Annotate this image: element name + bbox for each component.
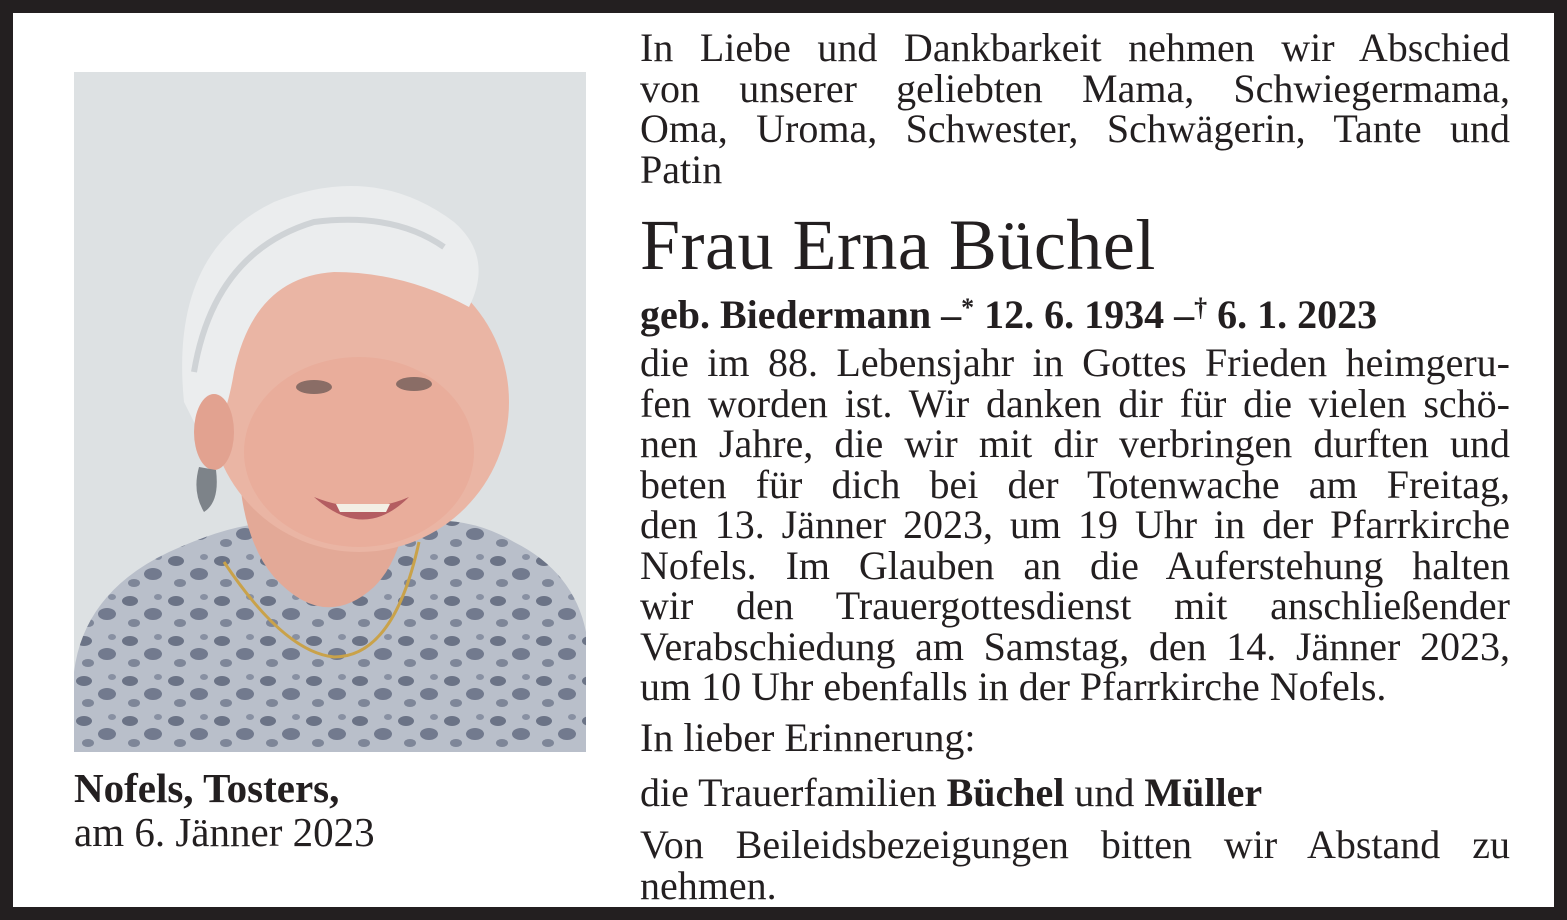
portrait-illustration [74,72,586,752]
deceased-name: Frau Erna Büchel [640,205,1156,285]
intro-line: Oma, Uroma, Schwester, Schwägerin, Tante und [640,106,1510,151]
family-connector: und [1074,770,1135,815]
body-line: die im 88. Lebensjahr in Gottes Frieden heimgeru- [640,340,1510,385]
birth-date: 12. 6. 1934 [984,292,1165,337]
place-line: Nofels, Tosters, [74,765,340,811]
family-name-2: Müller [1144,770,1263,815]
memory-line: In lieber Erinnerung: [640,715,976,760]
body-line: nen Jahre, die wir mit dir verbringen durften und [640,421,1510,466]
portrait-photo [74,72,586,752]
intro-line: von unserer geliebten Mama, Schwiegermama, [640,65,1510,111]
body-line: Nofels. Im Glauben an die Auferstehung halten [640,542,1510,588]
family-line [640,770,1510,815]
body-paragraph [640,340,1510,709]
intro-line: In Liebe und Dankbarkeit nehmen wir Abschied [640,25,1510,70]
body-line: um 10 Uhr ebenfalls in der Pfarrkirche Nofels. [640,664,1387,709]
place-date-caption [74,766,594,854]
death-date: 6. 1. 2023 [1217,292,1378,337]
maiden-name: geb. Biedermann [640,292,932,337]
body-line: den 13. Jänner 2023, um 19 Uhr in der Pfarrkirche [640,502,1510,547]
birth-star-icon: * [961,293,975,322]
body-line: beten für dich bei der Totenwache am Freitag, [640,461,1510,507]
intro-paragraph [640,25,1510,192]
dash: – [941,292,962,337]
date-line: am 6. Jänner 2023 [74,809,375,855]
body-line: fen worden ist. Wir danken dir für die vielen schö- [640,380,1510,426]
family-name-1: Büchel [946,770,1065,815]
closing-line: Von Beileidsbezeigungen bitten wir Abstand zu [640,822,1510,867]
life-dates [640,286,1510,337]
family-prefix: die Trauerfamilien [640,770,937,815]
death-cross-icon: † [1194,293,1208,322]
closing-line: nehmen. [640,862,777,908]
dash: – [1174,292,1195,337]
closing-paragraph [640,822,1510,908]
body-line: Verabschiedung am Samstag, den 14. Jänner 2023, [640,623,1510,669]
body-line: wir den Trauergottesdienst mit anschließender [640,583,1510,628]
intro-line: Patin [640,146,723,192]
